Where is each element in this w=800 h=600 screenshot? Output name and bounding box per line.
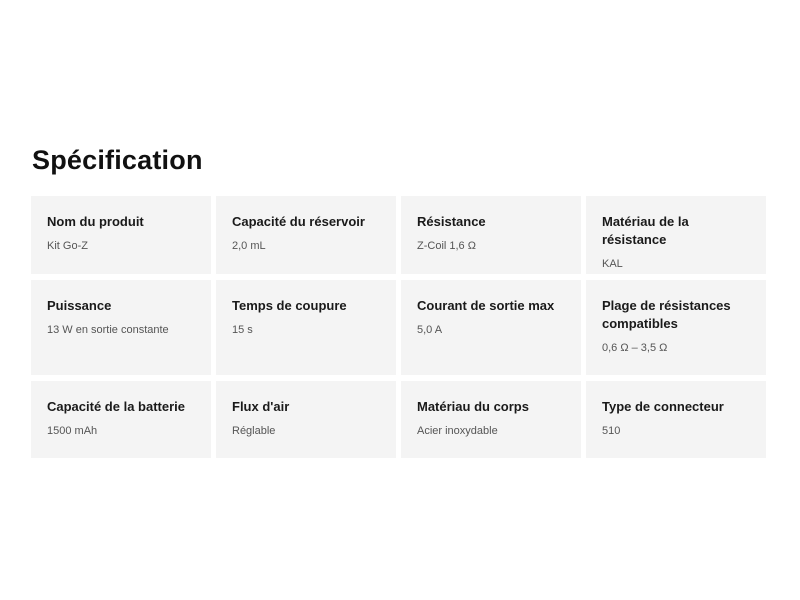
spec-value: Réglable — [232, 425, 276, 437]
spec-value: 13 W en sortie constante — [47, 324, 169, 336]
spec-cell-airflow — [216, 381, 396, 458]
spec-cell-resistance — [401, 196, 581, 274]
spec-value: 15 s — [232, 324, 253, 336]
spec-value: 5,0 A — [417, 324, 443, 336]
spec-cell-battery-capacity — [31, 381, 211, 458]
section-title: Spécification — [32, 145, 203, 175]
spec-label: Flux d'air — [232, 399, 290, 414]
spec-label: Résistance — [417, 214, 486, 229]
spec-label: Nom du produit — [47, 214, 144, 229]
spec-value: 2,0 mL — [232, 240, 266, 252]
spec-value: 1500 mAh — [47, 425, 98, 437]
spec-cell-tank-capacity — [216, 196, 396, 274]
spec-grid — [31, 196, 767, 458]
spec-value: 0,6 Ω – 3,5 Ω — [602, 342, 668, 354]
spec-value: Kit Go-Z — [47, 240, 88, 252]
spec-label: Matériau de la résistance — [602, 214, 689, 247]
spec-cell-cutoff-time — [216, 280, 396, 375]
spec-label: Plage de résistances compatibles — [602, 298, 731, 331]
spec-cell-compatible-resistance-range — [586, 280, 766, 375]
spec-cell-max-output-current — [401, 280, 581, 375]
spec-value: KAL — [602, 258, 623, 270]
spec-label: Temps de coupure — [232, 298, 347, 313]
spec-label: Courant de sortie max — [417, 298, 555, 313]
spec-value: Z-Coil 1,6 Ω — [417, 240, 476, 252]
spec-label: Capacité du réservoir — [232, 214, 365, 229]
spec-cell-body-material — [401, 381, 581, 458]
spec-cell-product-name — [31, 196, 211, 274]
spec-label: Matériau du corps — [417, 399, 529, 414]
spec-label: Type de connecteur — [602, 399, 724, 414]
spec-label: Capacité de la batterie — [47, 399, 185, 414]
spec-value: 510 — [602, 425, 621, 437]
spec-cell-coil-material — [586, 196, 766, 274]
spec-label: Puissance — [47, 298, 112, 313]
spec-cell-connector-type — [586, 381, 766, 458]
spec-cell-power — [31, 280, 211, 375]
spec-value: Acier inoxydable — [417, 425, 498, 437]
